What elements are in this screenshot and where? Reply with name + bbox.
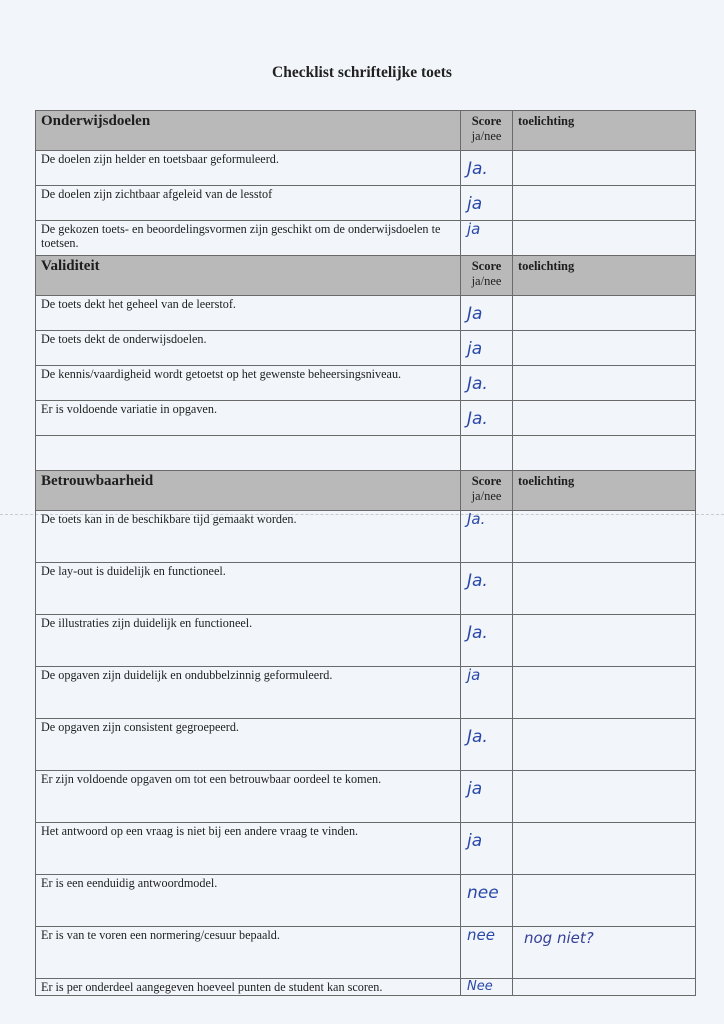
note-value (518, 187, 691, 190)
criterion: De gekozen toets- en beoordelingsvormen zijn geschikt om de onderwijsdoelen te toetsen. (36, 221, 461, 256)
criterion: De toets dekt het geheel van de leerstof. (36, 296, 461, 331)
score-sublabel: ja/nee (471, 129, 502, 143)
score-cell[interactable] (461, 615, 513, 667)
score-cell[interactable] (461, 331, 513, 366)
criterion: Er is per onderdeel aangegeven hoeveel punten de student kan scoren. (36, 979, 461, 996)
criterion: Er is van te voren een normering/cesuur bepaald. (36, 927, 461, 979)
note-cell[interactable] (513, 331, 696, 366)
note-cell[interactable] (513, 927, 696, 979)
note-value (518, 332, 691, 335)
score-column-header (461, 471, 513, 511)
section-header-validiteit (36, 256, 696, 296)
score-value: Ja. (467, 571, 488, 591)
criterion: De toets kan in de beschikbare tijd gemaakt worden. (36, 511, 461, 563)
criterion: De toets dekt de onderwijsdoelen. (36, 331, 461, 366)
table-row (36, 719, 696, 771)
note-value (518, 402, 691, 405)
empty-cell (36, 436, 461, 471)
note-value (518, 512, 691, 515)
score-cell[interactable] (461, 875, 513, 927)
table-row (36, 615, 696, 667)
note-value (518, 152, 691, 155)
score-label: Score (471, 259, 502, 273)
score-cell[interactable] (461, 563, 513, 615)
note-cell[interactable] (513, 771, 696, 823)
score-value: ja (467, 220, 481, 238)
score-cell[interactable] (461, 719, 513, 771)
score-cell[interactable] (461, 221, 513, 256)
score-value: Ja. (467, 159, 488, 179)
score-cell[interactable] (461, 927, 513, 979)
note-cell[interactable] (513, 366, 696, 401)
note-value (518, 772, 691, 775)
criterion: De doelen zijn helder en toetsbaar geformuleerd. (36, 151, 461, 186)
note-cell[interactable] (513, 823, 696, 875)
score-value: ja (467, 831, 483, 851)
score-value: Ja. (467, 727, 488, 747)
explanation-column-header: toelichting (513, 471, 696, 511)
score-cell[interactable] (461, 296, 513, 331)
score-cell[interactable] (461, 151, 513, 186)
score-label: Score (471, 114, 502, 128)
note-cell[interactable] (513, 667, 696, 719)
note-cell[interactable] (513, 563, 696, 615)
note-value: nog niet? (524, 929, 594, 947)
score-value: ja (467, 779, 483, 799)
score-value: nee (467, 883, 499, 903)
note-cell[interactable] (513, 186, 696, 221)
table-row (36, 979, 696, 996)
note-cell[interactable] (513, 875, 696, 927)
empty-cell (461, 436, 513, 471)
score-cell[interactable] (461, 366, 513, 401)
score-value: ja (467, 194, 483, 214)
criterion: De opgaven zijn duidelijk en ondubbelzinnig geformuleerd. (36, 667, 461, 719)
note-value (518, 367, 691, 370)
score-value: Ja. (467, 623, 488, 643)
score-value: ja (467, 666, 481, 684)
criterion: De opgaven zijn consistent gegroepeerd. (36, 719, 461, 771)
table-row (36, 563, 696, 615)
table-row (36, 296, 696, 331)
score-cell[interactable] (461, 979, 513, 996)
table-row (36, 823, 696, 875)
explanation-column-header: toelichting (513, 256, 696, 296)
criterion: Er is voldoende variatie in opgaven. (36, 401, 461, 436)
criterion: De kennis/vaardigheid wordt getoetst op het gewenste beheersingsniveau. (36, 366, 461, 401)
note-value (518, 616, 691, 619)
note-cell[interactable] (513, 221, 696, 256)
table-row (36, 366, 696, 401)
note-cell[interactable] (513, 296, 696, 331)
note-cell[interactable] (513, 719, 696, 771)
score-value: Ja. (467, 374, 488, 394)
criterion: Het antwoord op een vraag is niet bij een andere vraag te vinden. (36, 823, 461, 875)
table-row (36, 331, 696, 366)
score-cell[interactable] (461, 667, 513, 719)
note-value (518, 720, 691, 723)
section-header-onderwijsdoelen (36, 111, 696, 151)
score-sublabel: ja/nee (471, 274, 502, 288)
note-cell[interactable] (513, 511, 696, 563)
table-row (36, 927, 696, 979)
table-row (36, 151, 696, 186)
score-sublabel: ja/nee (471, 489, 502, 503)
score-column-header (461, 256, 513, 296)
score-label: Score (471, 474, 502, 488)
score-value: Ja. (467, 510, 486, 528)
empty-cell (513, 436, 696, 471)
table-row (36, 875, 696, 927)
score-value: ja (467, 339, 483, 359)
empty-row (36, 436, 696, 471)
score-value: Ja (467, 304, 483, 324)
criterion: Er is een eenduidig antwoordmodel. (36, 875, 461, 927)
score-cell[interactable] (461, 823, 513, 875)
score-cell[interactable] (461, 186, 513, 221)
note-value (518, 824, 691, 827)
score-value: Ja. (467, 409, 488, 429)
score-column-header (461, 111, 513, 151)
note-cell[interactable] (513, 401, 696, 436)
note-value (518, 876, 691, 879)
table-row (36, 771, 696, 823)
section-title: Betrouwbaarheid (36, 471, 461, 511)
note-value (518, 222, 691, 225)
note-cell[interactable] (513, 615, 696, 667)
table-row (36, 221, 696, 256)
note-cell[interactable] (513, 979, 696, 996)
checklist-table (35, 110, 696, 996)
note-cell[interactable] (513, 151, 696, 186)
score-cell[interactable] (461, 771, 513, 823)
criterion: De lay-out is duidelijk en functioneel. (36, 563, 461, 615)
explanation-column-header: toelichting (513, 111, 696, 151)
score-value: nee (467, 926, 495, 944)
section-title: Validiteit (36, 256, 461, 296)
table-row (36, 511, 696, 563)
criterion: Er zijn voldoende opgaven om tot een betrouwbaar oordeel te komen. (36, 771, 461, 823)
note-value (518, 297, 691, 300)
score-value: Nee (467, 979, 493, 994)
criterion: De illustraties zijn duidelijk en functioneel. (36, 615, 461, 667)
note-value (518, 564, 691, 567)
score-cell[interactable] (461, 401, 513, 436)
note-value (518, 668, 691, 671)
section-header-betrouwbaarheid (36, 471, 696, 511)
table-row (36, 667, 696, 719)
score-cell[interactable] (461, 511, 513, 563)
section-title: Onderwijsdoelen (36, 111, 461, 151)
table-row (36, 186, 696, 221)
criterion: De doelen zijn zichtbaar afgeleid van de lesstof (36, 186, 461, 221)
table-row (36, 401, 696, 436)
document-title: Checklist schriftelijke toets (272, 64, 452, 81)
